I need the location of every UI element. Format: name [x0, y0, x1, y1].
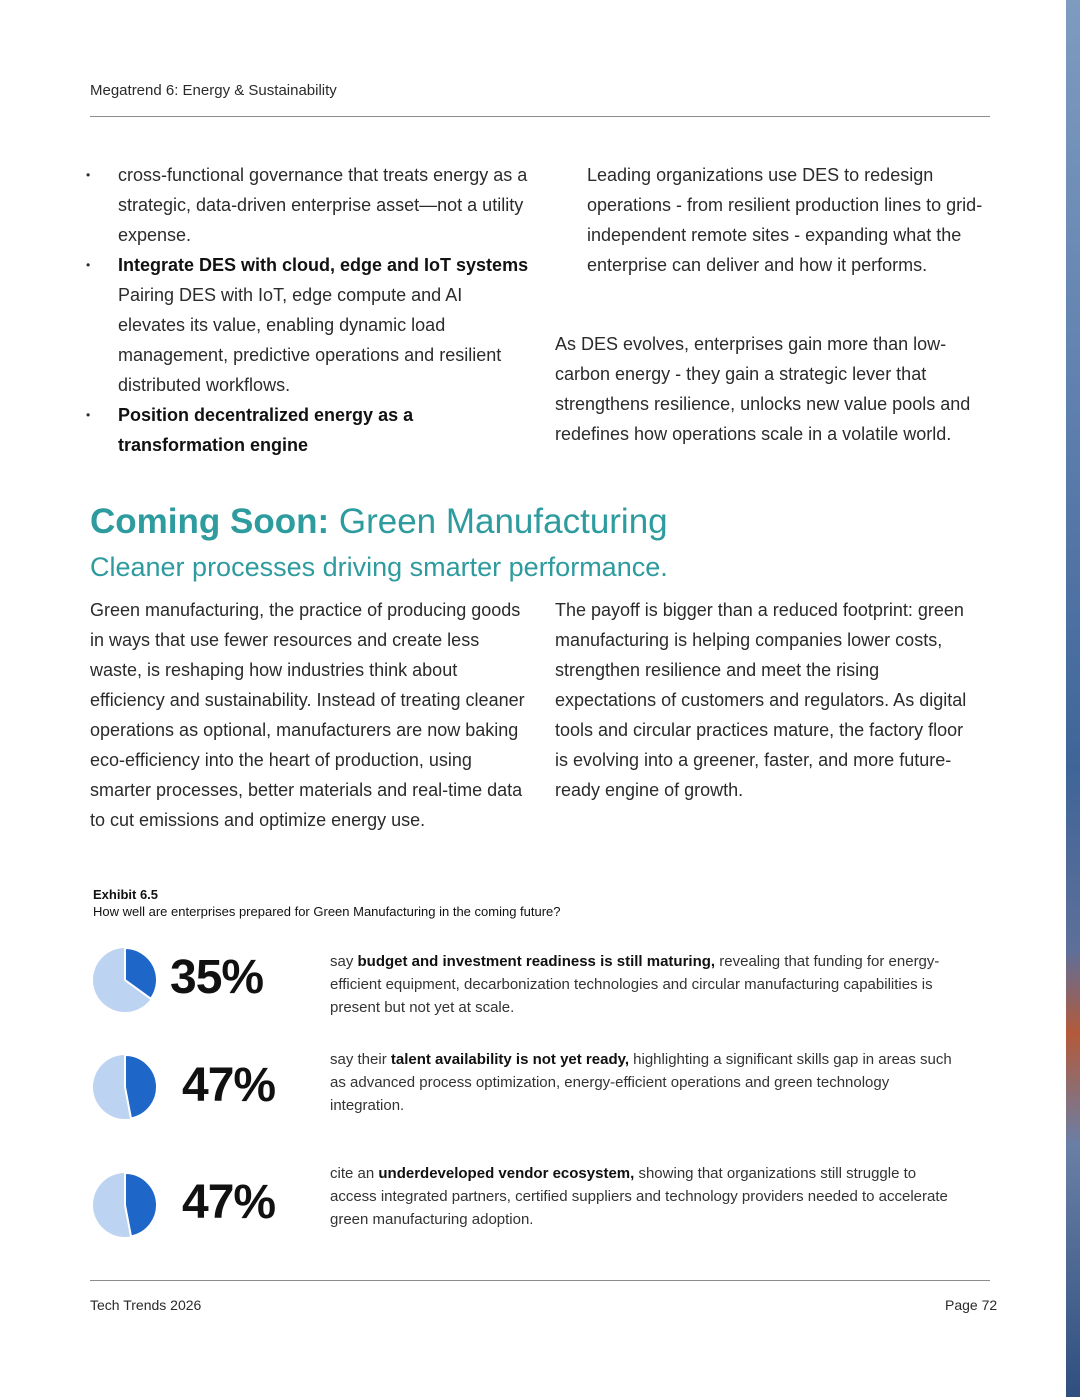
section-left-column [90, 595, 525, 835]
footer-rule [90, 1280, 990, 1281]
top-left-column [90, 160, 530, 460]
pie-share-slice [125, 1173, 157, 1236]
stat-row-budget [90, 945, 970, 1025]
pie-icon [90, 1052, 160, 1122]
paragraph: Green manufacturing, the practice of producing goods in ways that use fewer resources and create less waste, is reshaping how industries think about efficiency and sustainability. Instead of treating cleaner operations as optional, manufacturers are now baking eco-efficiency into the heart of production, using smarter processes, better materials and real-time data to cut emissions and optimize energy use. [90, 600, 525, 830]
stat-percent: 35% [170, 951, 264, 1004]
bullet-heading: Integrate DES with cloud, edge and IoT systems [118, 255, 529, 275]
section-subtitle: Cleaner processes driving smarter performance. [90, 552, 668, 582]
bullet-heading: Position decentralized energy as a transformation engine [118, 405, 414, 455]
stat-percent: 47% [182, 1059, 276, 1112]
section-right-column [555, 595, 980, 805]
bullet-text: cross-functional governance that treats energy as a strategic, data-driven enterprise asset—not a utility expense. [118, 165, 528, 245]
stat-description [330, 1048, 960, 1117]
exhibit-caption [93, 886, 561, 920]
stat-rest: showing that organizations still struggle to access integrated partners, certified suppliers and technology providers needed to accelerate green manufacturing adoption. [330, 1165, 948, 1228]
bullet-text: Pairing DES with IoT, edge compute and AI elevates its value, enabling dynamic load management, predictive operations and resilient distributed workflows. [118, 285, 502, 395]
pie-icon [90, 1170, 160, 1240]
stat-lead: say their [330, 1051, 391, 1068]
stat-lead: cite an [330, 1165, 379, 1182]
exhibit-question: How well are enterprises prepared for Green Manufacturing in the coming future? [93, 904, 561, 919]
footer-publication: Tech Trends 2026 [90, 1297, 202, 1313]
stat-percent: 47% [182, 1176, 276, 1229]
stat-rest: highlighting a significant skills gap in areas such as advanced process optimization, energy-efficient operations and green technology integration. [330, 1051, 952, 1114]
top-right-para-1 [587, 160, 987, 280]
section-title-strong: Coming Soon: [90, 502, 330, 541]
stat-row-vendor [90, 1165, 970, 1250]
stat-highlight: underdeveloped vendor ecosystem, [378, 1165, 635, 1182]
header-rule [90, 116, 990, 117]
running-header: Megatrend 6: Energy & Sustainability [90, 82, 337, 99]
stat-row-talent [90, 1052, 970, 1132]
stat-lead: say [330, 953, 358, 970]
stat-highlight: budget and investment readiness is still maturing, [357, 953, 716, 970]
section-title-rest: Green Manufacturing [329, 502, 668, 541]
footer-page-number: Page 72 [945, 1297, 998, 1313]
pie-share-slice [125, 1055, 157, 1118]
paragraph: The payoff is bigger than a reduced footprint: green manufacturing is helping companies lower costs, strengthen resilience and meet the rising expectations of customers and regulators. As digital tools and circular practices mature, the factory floor is evolving into a greener, faster, and more future-ready engine of growth. [555, 600, 967, 800]
pie-icon [90, 945, 160, 1015]
bullet-position-energy [90, 400, 530, 460]
stat-description [330, 950, 960, 1019]
stat-description [330, 1162, 960, 1231]
bullet-integrate-des [90, 250, 530, 400]
section-title [90, 502, 668, 542]
stat-rest: revealing that funding for energy-efficient equipment, decarbonization technologies and circular manufacturing capabilities is present but not yet at scale. [330, 953, 940, 1016]
exhibit-number: Exhibit 6.5 [93, 887, 159, 902]
stat-highlight: talent availability is not yet ready, [390, 1051, 629, 1068]
paragraph: As DES evolves, enterprises gain more than low-carbon energy - they gain a strategic lever that strengthens resilience, unlocks new value pools and redefines how operations scale in a volatile world. [555, 334, 971, 444]
paragraph: Leading organizations use DES to redesign operations - from resilient production lines to grid-independent remote sites - expanding what the enterprise can deliver and how it performs. [587, 165, 983, 275]
decorative-edge-strip [1066, 0, 1080, 1397]
bullet-governance [90, 160, 530, 250]
top-right-para-2 [555, 329, 990, 449]
